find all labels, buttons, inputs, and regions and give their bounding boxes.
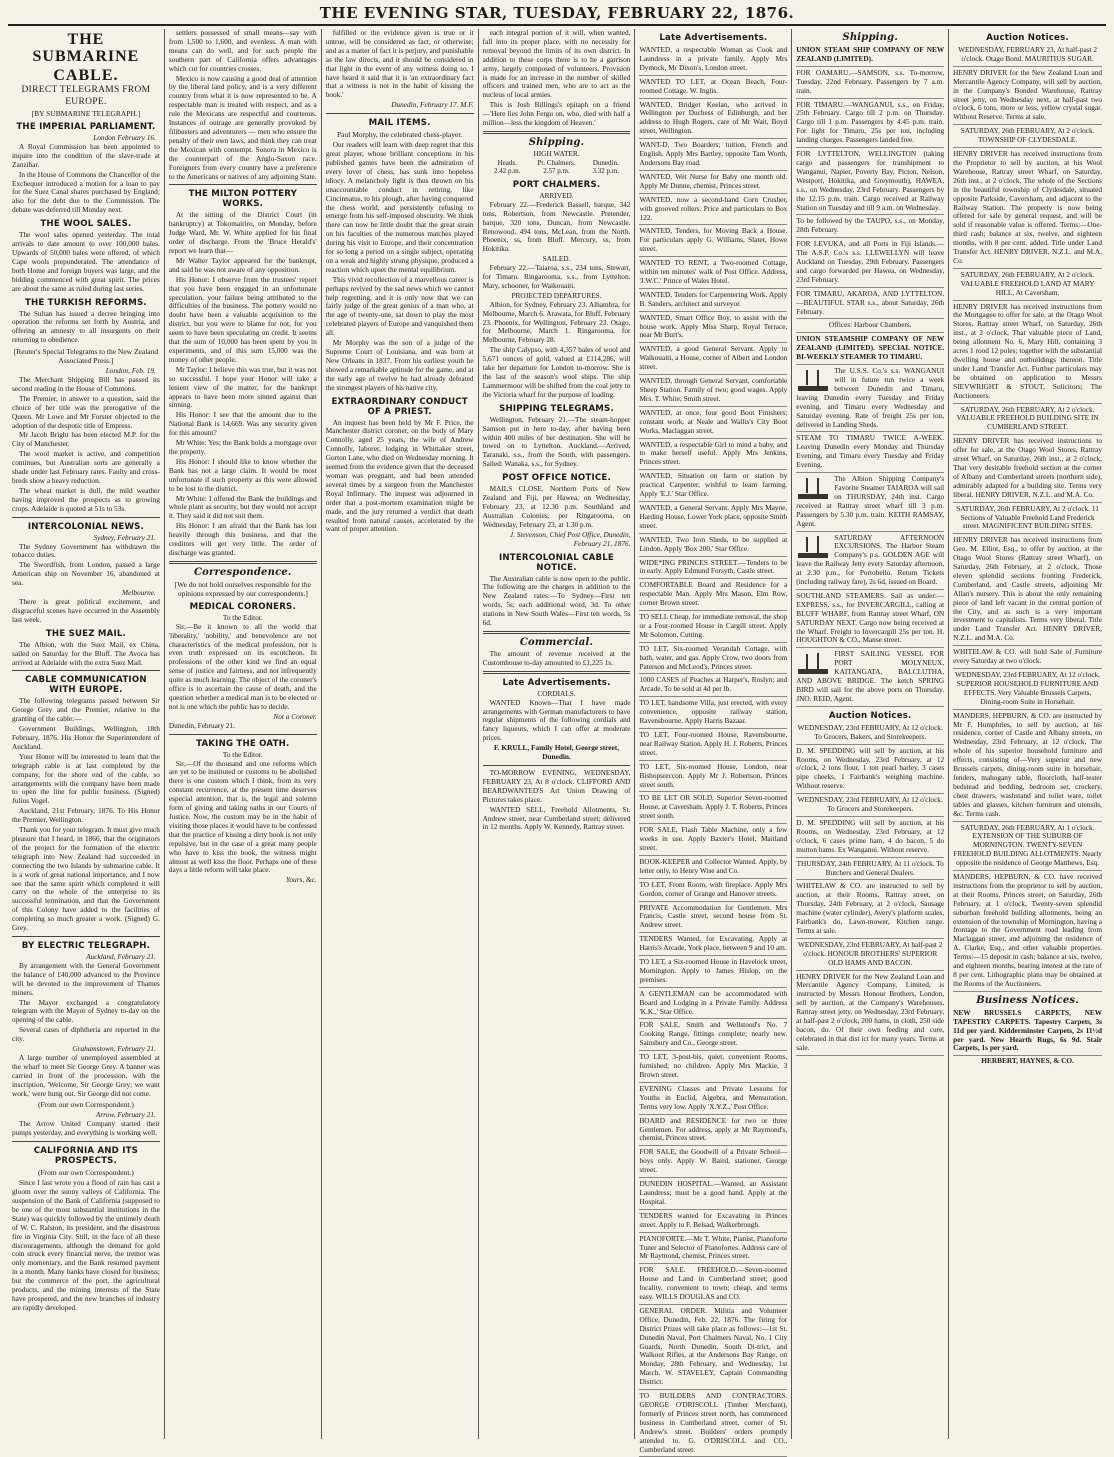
- paragraph: The Swordfish, from London, passed a large American ship on November 16, abandoned at sea.: [12, 560, 160, 588]
- advertisement: FOR OAMARU.—SAMSON, s.s. To-morrow, Tuesday, 22nd February. Passengers by 7 a.m. train.: [796, 68, 944, 99]
- advertisement: HENRY DRIVER has received instructions from the Mortgagee to offer for sale, at the Otago Wool Stores, Rattray street Wharf, on Saturday, 26th inst., at 2 o'clock, That valuable piece of Land, being allotment No. 6, Mary Hill, containing 3 acres 1 rood 12 poles; together with the substantial dwelling house and outbuildings thereon. Title under Land Transfer Act. Further particulars may be obtained on application to Messrs SIEVWRIGHT & STOUT, Solicitors; The Auctioneers.: [953, 302, 1102, 404]
- advertisement: SATURDAY, 26th FEBRUARY, At 2 o'clock. 11 Sections of Valuable Freehold Land Frederick street. MAGNIFICENT BUILDING SITES.: [953, 504, 1102, 535]
- advertisement: [796, 533, 944, 590]
- paragraph: At the sitting of the District Court (in bankruptcy) at Tokomairiro, on Monday, before Judge Ward, Mr. W. White applied for his final order of discharge. From the 'Bruce Herald's' report we learn that—: [168, 210, 317, 256]
- divider: [12, 936, 160, 937]
- advertisement: [796, 474, 944, 531]
- classified-ad: WANTED, a good General Servant. Apply to Waikouaiti, a House, corner of Albert and London street.: [639, 344, 787, 375]
- section-heading: CALIFORNIA AND ITS PROSPECTS.: [33, 1146, 139, 1167]
- signature: Not a Coroner.: [273, 711, 317, 721]
- ad-text: The U.S.S. Co.'s s.s. WANGANUI will in future run twice a week between Dunedin and Timaru, leaving Dunedin every Tuesday and Friday evening, and Timaru every Wednesday and Saturday evening. Rate of freight 25s per ton, delivered in Landing Sheds.: [796, 366, 945, 429]
- paragraph: Wellington, February 21.—The steam-hopper Samson put in here to-day, after having been within 400 miles of her destination. She will be towed on to Lyttelton. Auckland.—Arrived, Taranaki, s.s., from the South, with passengers. Sailed: Wanaka, s.s., for Sydney.: [482, 414, 631, 469]
- classified-ad: WANTED, a General Servant. Apply Mrs Mayne, Harding House, Lower York place, opposite Smith street.: [639, 503, 787, 534]
- advertisement: NEW BRUSSELS CARPETS, NEW TAPESTRY CARPETS. Tapestry Carpets, 3s 11d per yard. Kidderminster Carpets, 2s 11½d per yard. New Hearth Rugs, 6s 9d. Stair Carpets, 1s per yard.: [953, 1008, 1102, 1057]
- section-heading: Late Advertisements.: [502, 677, 611, 688]
- classified-ad: A GENTLEMAN can be accommodated with Board and Lodging in a Private Family. Address 'K.K.,' Star Office.: [639, 989, 787, 1020]
- classified-ad: WANTED TO LET, at Ocean Beach, Four-roomed Cottage. W. Inglis.: [639, 77, 787, 99]
- classified-ad: DUNEDIN HOSPITAL.—Wanted, an Assistant Laundress; must be a good hand. Apply at the Hospital.: [639, 1179, 787, 1210]
- advertisement: SOUTHLAND STEAMERS. Sail as under:—EXPRESS, s.s., for INVERCARGILL, calling at BLUFF WHARF, from Rattray street Wharf, ON SATURDAY NEXT. Cargo now being received at the Wharf. Freight to Invercargill 25s per ton. H. HOUGHTON & CO., Manse street.: [796, 591, 944, 648]
- dateline: Sydney, February 21.: [93, 532, 156, 542]
- steamship-icon: [796, 477, 830, 499]
- section-heading: POST OFFICE NOTICE.: [502, 473, 611, 484]
- paragraph: Mr White: I offered the Bank the buildings and whole plant as security, but they would not accept it. They said it did not suit them.: [168, 493, 317, 521]
- paragraph: MAILS CLOSE. Northern Ports of New Zealand and Fiji, per Hawea, on Wednesday, February 23, at 12.30 p.m. Southland and Australian Colonies, per Ringarooma, on Wednesday, February 23, at 1.30 p.m.: [482, 484, 631, 529]
- column-4: [479, 29, 636, 1439]
- paragraph: The wool sales opened yesterday. The total arrivals to date amount to over 100,000 bales. Upwards of 50,000 bales were offered, of which Cape wools preponderated. The attendance of both Home and foreign buyers was large, and the bidding commenced with great spirit. The prices are about the same as ruled during last series.: [12, 230, 160, 293]
- advertisement: WEDNESDAY, 23rd FEBRUARY, At 12 o'clock. To Grocers and Storekeepers.: [796, 795, 944, 817]
- section-heading: SHIPPING TELEGRAMS.: [499, 403, 614, 414]
- paragraph: The ship Calypso, with 4,357 bales of wool and 5,671 ounces of gold, valued at £114,286, will take her departure for London to-morrow. She is the last of the season's wool ships. The ship Lammermoor will be shifted from the coal jetty to the Victoria wharf for the purpose of loading.: [482, 345, 631, 399]
- section-heading: THE SUEZ MAIL.: [45, 628, 126, 639]
- divider: [12, 670, 160, 671]
- paragraph: His Honor: I observe from the trustees' report that you have been engaged in an unfortunate speculation, your failure being attributed to the difficulties of the business. The pottery would no doubt have been a valuable acquisition to the district, but you were to blame for not, for you seem to have been speculating on credit. It seems that the sum of 10,000 has been spent by you in experiments, and of this sum 15,000 was the money of other people.: [168, 274, 317, 364]
- divider: [12, 517, 160, 518]
- classified-ad: TO LET, 3-post-bis, quiet, convenient Rooms, furnished; no children. Apply Mrs Mackie, 3 Brown street.: [639, 1052, 787, 1083]
- advertisement: STEAM TO TIMARU TWICE A-WEEK. Leaving Dunedin every Monday and Thursday Evening, and Timaru every Tuesday and Friday Evening.: [796, 433, 944, 473]
- advertisement: [796, 366, 944, 432]
- paragraph: Mexico is now causing a good deal of attention by the liberal land policy, and is a very different country from what it is now represented to be. A respectable man is treated with respect, and as a rule the Mexicans are respectful and courteous. Instances of outrage are generally provoked by filibusters and adventurers — men who ensure the penalty of their own laws, and think they can treat the Mexican with contempt. Sonora in Mexico is the counterpart of the Anglo-Saxon race. Foreigners from every country have a preference to the Americans or natives of any adjoining State.: [168, 73, 317, 181]
- sub-heading: SAILED.: [542, 254, 571, 264]
- advertisement: SATURDAY, 26th FEBRUARY, At 2 o'clock. VALUABLE FREEHOLD LAND AT MARY HILL, At Caversham.: [953, 270, 1102, 301]
- dateline: Grahamstown, February 21.: [72, 1044, 156, 1054]
- table-cell: 2.57 p.m.: [543, 167, 570, 176]
- advertisement: WEDNESDAY, 23rd FEBRUARY, At 12 o'clock. To Grocers, Bakers, and Storekeepers.: [796, 723, 944, 745]
- section-heading: Commercial.: [519, 636, 594, 648]
- paragraph: February 22.—Taiaroa, s.s., 234 tons, Stewart, for Timaru. Ringarooma, s.s., from Lyttelton. Mary, schooner, for Waikouaiti.: [482, 263, 631, 290]
- advertisement: [796, 649, 944, 706]
- paragraph: Since I last wrote you a flood of rain has cast a gloom over the sunny valleys of California. The suspension of the Bank of California (supposed to be one of the most substantial institutions in the State) was quickly followed by the untimely death of W. C. Ralston, its president, and the disastrous fire in Virginia City. Still, in the face of all these discouragements, although the demand for gold coin struck every financial nerve, the tremor was only momentary, and the Bank resumed payment in a month. Many banks have closed for business; but the commerce of the port, the agricultural products, and the mining interests of the State have prospered, and the new branches of industry are rapidly developed.: [12, 1178, 160, 1312]
- paragraph: Sir,—Of the thousand and one reforms which are yet to be instituted or customs to be abolished there is one custom which I think, from its very constant recurrence, at the present time deserves especial attention, that is, the legal and solemn form of giving and taking oaths in our Courts of Justice. Now, the custom may be in the habit of visiting those places it would have to be confessed that the practice of kissing a dirty book is not only repulsive, but in the case of a great many people who have to kiss the book, the witness might almost as well kiss the floor. Perhaps one of these days a little reform will take place.: [168, 758, 317, 875]
- advertisement: FOR TIMARU.—WANGANUI, s.s., on Friday, 25th February. Cargo till 2 p.m. on Thursday. Cargo till 1 p.m. Passengers by 4.45 p.m. train. For light for Timaru, 25s per ton, including landing charges. Passengers landed free.: [796, 100, 944, 149]
- paragraph: This is Josh Billings's epitaph on a friend—'Here lies John Fergu on, who, died with half a million—less the kingdom of Heaven.': [482, 100, 631, 128]
- classified-ad: BOARD and RESIDENCE for two or three Gentlemen. For address, apply at Mr Raymond's, chemist, Princes street.: [639, 1116, 787, 1147]
- classified-ad: WIDE*ING PRINCES STREET.—Tenders to be in early. Apply Edmund Forsyth, Castle street.: [639, 558, 787, 580]
- advertisement: HENRY DRIVER for the New Zealand Loan and Mercantile Agency Company, will sell by auction, in the Company's Bonded Warehouse, Rattray street jetty, on Wednesday next, at half-past two o'clock, 6 tons, more or less, yellow crystal sugar. Without Reserve. Terms at sale.: [953, 68, 1102, 125]
- section-heading: PORT CHALMERS.: [512, 179, 601, 190]
- classified-ad: EVENING Classes and Private Lessons for Youths in Euclid, Algebra, and Mensuration. Terms very low. Apply 'X.Y.Z.,' Post Office.: [639, 1084, 787, 1115]
- paragraph: The wheat market is dull, the mild weather having improved the prospects as to growing crops. Adelaide is quoted at 51s to 53s.: [12, 485, 160, 513]
- divider: [169, 734, 317, 735]
- advertisement: TO-MORROW EVENING, WEDNESDAY, FEBRUARY 23, At 8 o'clock. CLIFFORD AND BEARDWANTED'S Art Union Drawing of Pictures takes place.: [482, 768, 631, 804]
- section-heading: INTERCOLONIAL CABLE NOTICE.: [499, 552, 614, 573]
- sub-heading: CORDIALS.: [537, 688, 576, 698]
- divider: [483, 671, 631, 674]
- section-heading: Late Advertisements.: [659, 33, 768, 43]
- classified-ad: WANTED, Wet Nurse for Baby one month old. Apply Mr Dunne, chemist, Princes street.: [639, 172, 787, 194]
- signature: Dunedin, February 17. M.F.: [391, 100, 474, 110]
- paragraph: Mr Taylor: I believe this was true, but it was not so successful. I hope your Honor will take a lenient view of the matter, for the bankrupt appears to have been more sinned against than sinning.: [168, 364, 317, 410]
- classified-ad: WANTED, a respectable Girl to mind a baby, and to make herself useful. Apply Mrs Jenkins, Princes street.: [639, 440, 787, 471]
- table-row: [483, 167, 631, 176]
- main-headline-2: CABLE.: [53, 67, 119, 84]
- classified-ad: FOR SALE, Smith and Wellstood's No. 7 Cooking Range, fittings complete; nearly new. Sainsbury and Co., George street.: [639, 1020, 787, 1051]
- ad-text: FIRST SAILING VESSEL FOR PORT MOLYNEUX, KAITANGATA, BALCLUTHA, AND ABOVE BRIDGE. The ketch SPRING BIRD will sail for the above ports on Thursday. JNO. REID, Agent.: [796, 649, 945, 703]
- classified-ad: WANTED, Tenders, for Moving Back a House. For particulars apply G. Williams, Slater, Howe street.: [639, 226, 787, 257]
- dateline: Auckland, February 21.: [86, 951, 156, 961]
- classified-ad: COMFORTABLE Board and Residence for a respectable Man. Apply Mrs Mason, Elm Row, corner Brown street.: [639, 580, 787, 611]
- table-header-row: [483, 159, 631, 168]
- paragraph: each integral portion of it will, when wanted, fall into its proper place, with no necessity for removal beyond the limits of its own district. In addition to these corps there is to be a garrison army, largely composed of volunteers. Provision is made for an increase in the number of skilled officers and trained men, who are to act as the nucleus of local armies.: [482, 28, 631, 100]
- sub-heading: PROJECTED DEPARTURES.: [511, 290, 602, 300]
- advertisement: HENRY DRIVER has received instructions to offer for sale, at the Otago Wool Stores, Rattray street Wharf, on Saturday, 26th inst., at 2 o'clock, That very desirable freehold section at the corner of Albany and Cumberland streets (northern side), admirably adapted for a building site. Terms very liberal. HENRY DRIVER, N.Z.L. and M.A. Co.: [953, 436, 1102, 502]
- divider: [483, 765, 631, 766]
- credit-line: (From our own Correspondent.): [38, 1168, 134, 1178]
- dateline: Arrow, February 21.: [95, 1110, 156, 1120]
- sub-heading: Paul Morphy, the celebrated chess-player.: [336, 130, 463, 140]
- advertisement: Offices: Harbour Chambers.: [796, 320, 944, 333]
- signature: J. Stevenson, Chief Post Office, Dunedin, February 21, 1876.: [509, 529, 631, 548]
- paragraph: Albion, for Sydney, February 23. Alhambra, for Melbourne, March 6. Arawata, for Bluff, February 23. Phoenix, for Wellington, February 23. Otago, for Melbourne, March 1. Ringarooma, for Melbourne, February 28.: [482, 299, 631, 345]
- classified-ad: WANTED, through General Servant, comfortable Sheep Station. Family of two; good wages. Apply Mrs. T. White, Smith street.: [639, 376, 787, 407]
- dateline: London, Feb. 19.: [105, 366, 156, 376]
- section-heading: Shipping.: [528, 136, 585, 148]
- section-heading: EXTRAORDINARY CONDUCT OF A PRIEST.: [331, 396, 468, 417]
- classified-ad: WANTED, a respectable Woman as Cook and Laundress in a private family. Apply Mrs Dymock, Mr Dixon's, London street.: [639, 45, 787, 76]
- classified-ad: WANTED, Tenders for Carpentering Work. Apply B. Sanders, architect and surveyor.: [639, 290, 787, 312]
- paragraph: The wool market is active, and competition continues, but Australian sorts are generally a shade under last February rates. Faulty and cross-breds show a heavy reduction.: [12, 449, 160, 485]
- paragraph: An inquest has been held by Mr F. Price, the Manchester district coroner, on the body of Mary Connolly, aged 25 years, the wife of Andrew Connolly, laborer, lodging in Whittaker street, Gorton Lane, who died on Wednesday morning. It seemed from the evidence given that the deceased woman was pregnant, and had been attended several times by a surgeon from the Manchester Royal Infirmary. The inquest was adjourned in order that a post-mortem examination might be made, and the jury returned a verdict that death resulted from natural causes, accelerated by the want of proper attention.: [325, 417, 474, 534]
- column-5: [635, 29, 792, 1454]
- classified-ad: TO LET, Front Room, with fireplace. Apply Mrs Gordon, corner of Grange and Hanover streets.: [639, 880, 787, 902]
- advertisement: MANDERS, HEPBURN, & CO. are instructed by Mr F. Humphries, to sell by auction, at his residence, corner of Castle and Albany streets, on Wednesday, 23rd February, at 12 o'clock, The whole of his superior household furniture and effects, consisting of—Very superior and new Brussels carpets, dining-room suite in horsehair, fenders, mahogany table, floorcloth, half-tester bedstead and bedding, bedroom set, crockery, chest drawers, washstand and toilet ware, toilet tables and glasses, kitchen furniture and utensils, &c. Terms cash.: [953, 711, 1102, 822]
- subheadline: DIRECT TELEGRAMS FROM: [21, 85, 151, 95]
- subheadline-2: EUROPE.: [65, 96, 107, 107]
- salutation: To the Editor.: [222, 749, 263, 759]
- table-cell: 3.32 p.m.: [592, 167, 619, 176]
- classified-ad: TO BUILDERS AND CONTRACTORS. GEORGE O'DRISCOLL (Timber Merchant), formerly of Princes street north, has commenced business in Cumberland street, corner of St. Andrew's street. Builders' orders promptly attended to. G. O'DRISCOLL and CO., Cumberland street.: [639, 1391, 787, 1457]
- classified-ad: TO LET, handsome Villa, just erected, with every convenience, opposite railway station, Ravensbourne. Apply Harris Bazaar.: [639, 698, 787, 729]
- classified-ad: WANTED, now a second-hand Corn Crusher, with grooved rollers. Price and particulars to Box 122.: [639, 195, 787, 226]
- classified-ads-list: [639, 45, 787, 1457]
- paragraph: The Premier, in answer to a question, said the choice of her title was the prerogative of the Queen. Mr Lowe and Mr Forster objected to the adoption of the despotic title of Empress.: [12, 393, 160, 430]
- section-heading: TAKING THE OATH.: [196, 738, 290, 749]
- paragraph: Sir,—Be it known to all the world that 'liberality,' 'nobility,' and benevolence are not characteristics of the medical profession, nor is even truth expressed on its escutcheon. In professions of the other kind we find an equal sense of justice and fairness, and not infrequently quite as much learning. The object of the coroner's office is to ascertain the cause of death, and the question whether a medical man is to be elected or not is one which the public has to decide.: [168, 621, 317, 711]
- classified-ad: WANTED, Two Iron Sheds, to be supplied at Lindon. Apply 'Box 200,' Star Office.: [639, 535, 787, 557]
- section-heading: THE IMPERIAL PARLIAMENT.: [16, 122, 156, 132]
- paragraph: Thank you for your telegram. It must give much pleasure that I heard, in 1866, that the originators of the project for the formation of the electric telegraph into New Zealand had succeeded in connecting the two Islands by submarine cable. It is a work of great national importance, and I now see that the same spirit which completed it will carry on the whole of the enterprise to its successful termination, and that the Government of this Colony have added to the facilities of completing so much greater a work. (Signed) G. Grey.: [12, 825, 160, 933]
- classified-ad: TENDERS Wanted, for Excavating. Apply at Harris's Arcade, York place, between 9 and 10 am.: [639, 934, 787, 956]
- advertisement: SATURDAY, 26th FEBRUARY, At 2 o'clock. VALUABLE FREEHOLD BUILDING SITE IN CUMBERLAND STREET.: [953, 405, 1102, 436]
- sub-heading: HIGH WATER.: [533, 148, 580, 158]
- steamship-icon: [796, 536, 830, 558]
- classified-ad: BOOK-KEEPER and Collector Wanted. Apply, by letter only, to Henry Wise and Co.: [639, 857, 787, 879]
- advertiser-name: HERBERT, HAYNES, & CO.: [981, 1056, 1074, 1066]
- classified-ad: TO LET, Four-roomed House, Ravensbourne, near Railway Station. Apply H. J. Roberts, Princes street.: [639, 730, 787, 761]
- paragraph: The Sydney Government has withdrawn the tobacco duties.: [12, 541, 160, 560]
- section-heading: Shipping.: [842, 32, 899, 43]
- paragraph: The Mayor exchanged a congratulatory telegram with the Mayor of Sydney to-day on the opening of the cable.: [12, 997, 160, 1025]
- divider: [483, 131, 631, 134]
- table-cell: Pt. Chalmers.: [537, 158, 576, 167]
- section-heading: BY ELECTRIC TELEGRAPH.: [21, 940, 151, 951]
- advertisement: FOR TIMARU, AKAROA, AND LYTTELTON.—BEAUTIFUL STAR s.s., about Saturday, 26th February.: [796, 289, 944, 320]
- advertisement: WANTED Known—That I have made arrangements with German manufacturers to have regular shipments of the following cordials and fancy liqueurs, which I can offer at moderate prices.: [482, 697, 631, 743]
- advertisement: HENRY DRIVER has received instructions from the Proprietor to sell by auction, at his Wool Warehouse, Rattray street Wharf, on Saturday, 26th inst., at 2 o'clock, The whole of the Sections in the beautiful township of Clydesdale, situated opposite Parkside, Caversham, and adjacent to the Railway Station. The property is now being offered for sale by general request, and will be sold if reasonable value is offered. Terms:—One-third cash; balance at six, twelve, and eighteen months, with 8 per cent. added. Title under Land Transfer Act. HENRY DRIVER, N.Z.L. and M.A. Co.: [953, 149, 1102, 269]
- credit-line: [Reuter's Special Telegrams to the New Zealand Associated Press.]: [13, 347, 159, 366]
- editorial-note: [We do not hold ourselves responsible for the opinions expressed by our correspondents.]: [174, 579, 311, 598]
- paragraph: February 22.—Frederick Bassell, barque, 342 tons, Robertson, from Newcastle. Pretender, barque, 320 tons, Duncan, from Newcastle. Renowood, 494 tons, McLean, from the North. Phoenix, ss, from Bluff. Mercury, ss, from Hokitika.: [482, 199, 631, 254]
- advertisement: HENRY DRIVER for the New Zealand Loan and Mercantile Agency Company, Limited, is instructed by Messrs Honour Brothers, London, sell by auction, at the Company's Warehouses, Rattray street jetty, on Wednesday, 23rd February, at half-past 2 o'clock, 200 hams, in cloth, 250 side bacon, do. Of their own feeding and cure, celebrated in that dist ict for many years. Terms at sale.: [796, 972, 944, 1056]
- advertisement: UNION STEAM SHIP COMPANY OF NEW ZEALAND (LIMITED).: [796, 45, 944, 67]
- section-heading: Auction Notices.: [828, 710, 912, 721]
- section-heading: Auction Notices.: [986, 33, 1069, 43]
- sailing-ship-icon: [796, 652, 830, 674]
- advertisement: To be followed by the TAUPO, s.s., on Monday, 28th February.: [796, 216, 944, 238]
- paragraph: A Royal Commission has been appointed to inquire into the condition of the slave-trade at Zanzibar.: [12, 141, 160, 169]
- classified-ad: TO LET, a Six-roomed House in Havelock street, Mornington. Apply to James Hislop, on the premises.: [639, 957, 787, 988]
- sub-heading: ARRIVED.: [539, 190, 574, 200]
- classified-ad: WANTED, Situation on farm or station by practical Carpenter, wishful to learn farming. Apply 'E.J.' Star Office.: [639, 471, 787, 502]
- divider: [326, 113, 474, 114]
- column-2: [165, 29, 322, 1439]
- divider: [169, 184, 317, 185]
- classified-ad: WANTED, Smart Office Boy, to assist with the house work. Apply Miss Sharp, Royal Terrace, near Mr Burt's.: [639, 313, 787, 344]
- advertisement: WEDNESDAY, FEBRUARY 23, At half-past 2 o'clock. Otago Bond. MAURITIUS SUGAR.: [953, 45, 1102, 67]
- column-7: [949, 29, 1106, 1439]
- dateline: Dunedin, February 21.: [168, 720, 235, 730]
- paragraph: The amount of revenue received at the Customhouse to-day amounted to £1,225 1s.: [482, 648, 631, 667]
- classified-ad: WANTED, Bridget Keelan, who arrived in Wellington per Duchess of Edinburgh, and her address to Hugh Rogers, care of Mr Wait, Boyd street, Wellington.: [639, 100, 787, 140]
- advertisement: WHITELAW & CO. are instructed to sell by auction, at their Rooms, Rattray street, on Thursday, 24th February, at 2 o'clock, Sausage machine (water cylinder), Avery's platform scales, Fairbank's do, Lawn-mower, Kitchen range. Terms at sale.: [796, 881, 944, 938]
- section-heading: CABLE COMMUNICATION WITH EUROPE.: [25, 675, 147, 696]
- advertisement: WANTED SELL, Freehold Allotments, St. Andrew street, near Cumberland street; delivered in 12 months. Apply W. Kennedy, Rattray street.: [482, 804, 631, 832]
- classified-ad: FOR SALE, Flash Table Machine, only a few weeks in use. Apply Baxter's Hotel, Maitland street.: [639, 825, 787, 856]
- divider: [483, 631, 631, 634]
- paragraph: fulfilled or the evidence given is true or it untrue, will be considered as fact, or otherwise; and as a matter of fact it is perjury, and punishable as the law directs, and it should be considered in that light in the event of any witness doing so. I have heard it said that it is 'an extraordinary fact that a witness is not in the habit of kissing the book.': [325, 28, 474, 100]
- paragraph: The Albion, with the Suez Mail, ex China, sailed on Saturday for the Bluff. The Avoca has arrived at Adelaide with the extra Suez Mail.: [12, 639, 160, 667]
- paragraph: The Sultan has issued a decree bringing into operation the reforms set forth by Austria, and offering an amnesty to all insurgents on their returning to obedience.: [12, 308, 160, 345]
- ad-text: SATURDAY AFTERNOON EXCURSIONS. The Harbor Steam Company's p.s. GOLDEN AGE will leave the Railway Jetty every Saturday afternoon, at 2.30 p.m., for Portobello. Return Tickets (including railway fare), 2s 6d, issued on Board.: [796, 532, 945, 587]
- advertisement: WEDNESDAY, 23rd FEBRUARY, At half-past 2 o'clock. HONOUR BROTHERS' SUPERIOR OLD HAMS AND BACON.: [796, 940, 944, 971]
- paragraph: His Honor: I should like to know whether the Bank has not a large claim. It would be most unfortunate if such property as this were allowed to be lost to the district.: [168, 456, 317, 493]
- divider: [169, 561, 317, 564]
- classified-ad: TO LET, Six-roomed House, London, near Bishopsreccon. Apply Mr J. Robertson, Princes street south.: [639, 762, 787, 793]
- classified-ad: FOR SALE, the Goodwill of a Private School—boys only. Apply W. Baird, stationer, George street.: [639, 1147, 787, 1178]
- divider: [12, 1141, 160, 1142]
- signature: F. KRULL, Family Hotel, George street, Dunedin.: [493, 743, 620, 762]
- high-water-table: [483, 159, 631, 176]
- section-heading: MEDICAL CORONERS.: [189, 601, 296, 612]
- classified-ad: WANTED, at once, four good Boot Finishers; constant work, at Neale and Wallis's City Boot Works, Maclaggan street.: [639, 408, 787, 439]
- paragraph: There is great political excitement, and disgraceful scenes have occurred in the Assembly last week.: [12, 596, 160, 624]
- advertisement: D. M. SPEDDING will sell by auction, at his Rooms, on Wednesday, 23rd February, at 12 o'clock, 2 tons flour, 1 ton pearl barley, 3 cases pipe cheeks, 1 Fairbank's weighing machine. Without reserve.: [796, 746, 944, 795]
- classified-ad: PIANOFORTE.—Mr T. White, Pianist, Pianoforte Tuner and Selector of Pianofortes. Address care of Mr Raymond, chemist, Princes street.: [639, 1234, 787, 1265]
- section-heading: THE TURKISH REFORMS.: [24, 297, 147, 308]
- classified-ad: WANTED TO RENT, a Two-roomed Cottage, within ten minutes' walk of Post Office. Address, 'J.W.C.' Prince of Wales Hotel.: [639, 258, 787, 289]
- classified-ad: TO LET, Six-roomed Verandah Cottage, with bath, water, and gas. Apply Crow, two doors from Paterson and McLeod's, Princes street.: [639, 644, 787, 675]
- section-heading: Correspondence.: [193, 566, 292, 578]
- paragraph: By arrangement with the General Government the balance of £40,000 advanced to the Province will be devoted to the improvement of Thames miners.: [12, 960, 160, 997]
- paragraph: Mr Morphy was the son of a judge of the Supreme Court of Louisiana, and was born at New Orleans in 1837. From his earliest youth he showed a remarkable aptitude for the game, and at the early age of twelve he had already defeated the strongest players of his native city.: [325, 338, 474, 392]
- paragraph: His Honor: I see that the amount due to the National Bank is 14,669. Was any security given for this amount?: [168, 410, 317, 438]
- table-cell: Dunedin.: [592, 158, 619, 167]
- paragraph: Several cases of diphtheria are reported in the city.: [12, 1025, 160, 1044]
- paragraph: The Merchant Shipping Bill has passed its second reading in the House of Commons.: [12, 375, 160, 393]
- advertisement: WHITELAW & CO. will hold Sale of Furniture every Saturday at two o'clock.: [953, 647, 1102, 669]
- paragraph: In the House of Commons the Chancellor of the Exchequer introduced a motion for a loan to pay for the Suez Canal shares purchased by England; also for the debt due to the Commission. The debate was deferred till Monday next.: [12, 169, 160, 215]
- advertisement: FOR LYTTELTON, WELLINGTON (taking cargo and passengers for transhipment to Wanganui, Napier, Poverty Bay, Picton, Nelson, Westport, Hokitika, and Greymouth), HAWEA, s.s., on Wednesday, 23rd February. Passengers by the 12.15 p.m. train. Cargo received at Railway Station on Tuesday and till 9 a.m. on Wednesday.: [796, 149, 944, 215]
- section-heading: THE WOOL SALES.: [40, 219, 132, 230]
- paragraph: A large number of unemployed assembled at the wharf to meet Sir George Grey. A banner was carried in front of the procession, with the inscription, 'Welcome, Sir George Grey; we want work,' were hung out. Sir George did not come.: [12, 1052, 160, 1098]
- paragraph: Your Honor will be interested to learn that the telegraph cable is at last completed by the company, for the shore end of the cable, so arrangements with the company have been made to open the line for public business. (Signed) Julius Vogel.: [12, 751, 160, 806]
- paragraph: Mr Jacob Bright has been elected M.P. for the City of Manchester.: [12, 430, 160, 449]
- paragraph: The Australian cable is now open to the public. The following are the charges in addition to the New Zealand rates:—To Sydney—First ten words, 5s; each additional word, 3d. To other stations in New South Wales—First ten words, 5s 6d.: [482, 573, 631, 628]
- advertisement: UNION STEAMSHIP COMPANY OF NEW ZEALAND (LIMITED). SPECIAL NOTICE. BI-WEEKLY STEAMER TO TIMARU.: [796, 334, 944, 365]
- classified-ad: PRIVATE Accommodation for Gentlemen. Mrs Francis, Castle street, second house from St. Andrew street.: [639, 903, 787, 934]
- paragraph: This vivid recollection of a marvellous career is perhaps revived by the sad news which we cannot help regretting, and it is only now that we can fairly judge of the great genius of a man who, at the age of twenty-one, sat down to play the most celebrated players of Europe and vanquished them all.: [325, 274, 474, 338]
- classified-ad: TENDERS wanted for Excavating in Princes street. Apply to F. Belsad, Walkerbrough.: [639, 1211, 787, 1233]
- advertisement: MANDERS, HEPBURN, & CO. have received instructions from the proprietor to sell by auction, at their Rooms, Princes street, on Saturday, 26th February, at 1 o'clock, Twenty-seven splendid suburban freehold building allotments, being an extension of the township of Mornington, having a frontage to the Government road leading from Maclaggan street, and adjoining the residence of A. Clarke, Esq., and other valuable properties. Terms:—15 deposit in cash; balance at six, twelve, and eighteen months, bearing interest at the rate of 8 per cent. Lithographic plans may be obtained at the Rooms of the Auctioneers.: [953, 872, 1102, 992]
- ad-text: The Albion Shipping Company's Favorite Steamer TAIAROA will sail on THURSDAY, 24th inst. Cargo received at Rattray street wharf till 3 p.m. Passengers by 5.30 p.m. train. KEITH RAMSAY, Agent.: [796, 474, 945, 528]
- table-cell: 2.42 p.m.: [493, 167, 521, 176]
- advertisement: WEDNESDAY, 23rd FEBRUARY, At 12 o'clock. SUPERIOR HOUSEHOLD FURNITURE AND EFFECTS. Very Valuable Brussels Carpets, Dining-room Suite in Horsehair.: [953, 670, 1102, 710]
- masthead: THE EVENING STAR, TUESDAY, FEBRUARY 22, 1876.: [8, 4, 1106, 26]
- advertisement: THURSDAY, 24th FEBRUARY, At 11 o'clock. To Butchers and General Dealers.: [796, 859, 944, 881]
- paragraph: Our readers will learn with deep regret that this great player, whose brilliant conceptions in his published games have been the admiration of every lover of chess, has sunk into hopeless idiocy. A melancholy light is thus thrown on his unaccountable conduct in retiring, like Cincinnatus, to his plough, after having conquered the chess world, and persistently refusing to emerge from his self-imposed obscurity. We think there can now be little doubt that the great strain on his faculties of the numerous matches played during his visit to Europe, and their concentration for so long a period on a single subject, operating on a weak and highly strung physique, produced a reaction which upset the mental equilibrium.: [325, 140, 474, 274]
- paragraph: His Honor: I am afraid that the Bank has lost heavily through this business, and that the creditors will get very little. The order of discharge was granted.: [168, 521, 317, 557]
- credit-line: (From our own Correspondent.): [38, 1100, 134, 1110]
- classified-ad: GENERAL ORDER. Militia and Volunteer Office, Dunedin, Feb. 22, 1876. The firing for District Prizes will take place as follows:—1st St. Dunedin Naval, Port Chalmers Naval, No. 1 City Guards, North Dunedin, South Di-trict, and Walkout Rifles, at the Andersons Bay Range, on Monday, 28th February, and Wednesday, 1st March. W. STAVELEY, Captain Commanding District.: [639, 1306, 787, 1390]
- column-1: [8, 29, 165, 1439]
- section-heading: INTERCOLONIAL NEWS.: [27, 521, 144, 532]
- signature: Yours, &c.: [285, 875, 317, 885]
- dateline: London February 16.: [93, 133, 156, 142]
- table-cell: Heads.: [497, 158, 517, 167]
- advertisement: SATURDAY, 26th FEBRUARY, At 2 o'clock. TOWNSHIP OF CLYDESDALE.: [953, 126, 1102, 148]
- paragraph: The Arrow United Company started their pumps yesterday, and everything is working well.: [12, 1119, 160, 1138]
- credit-line: [BY SUBMARINE TELEGRAPH.]: [31, 109, 141, 118]
- classified-ad: TO SELL Cheap, for immediate removal, the shop or a Four-roomed House in Cargill street. Apply Mr Solomon, Cutting.: [639, 612, 787, 643]
- column-3: [322, 29, 479, 1439]
- dateline: Melbourne.: [122, 588, 156, 598]
- classified-ad: TO BE LET OR SOLD, Superior Seven-roomed House, at Caversham. Apply J. T. Roberts, Princes street south.: [639, 793, 787, 824]
- paragraph: Mr White: Yes; the Bank holds a mortgage over the property.: [168, 438, 317, 456]
- advertisement: D. M. SPEDDING will sell by auction, at his Rooms, on Wednesday, 23rd February, at 12 o'clock, 6 cases prime ham, 4 do bacon, 5 do mutton hams. Ex Wanganui. Without reserve.: [796, 818, 944, 858]
- classified-ad: WANT-D, Two Boarders; tuition, French and English. Apply Mrs Bartley, opposite Tam Worth, Andersons Bay road.: [639, 140, 787, 171]
- advertisement: SATURDAY, 26th FEBRUARY, At 1 o'clock. EXTENSION OF THE SUBURB OF MORNINGTON. TWENTY-SEVEN FREEHOLD BUILDING ALLOTMENTS. Nearly opposite the residence of George Matthews, Esq.: [953, 823, 1102, 872]
- salutation: To the Editor.: [222, 612, 263, 622]
- paragraph: settlers possessed of small means—say with from 1,500 to 1,600, and evenless. A man with means can do well, and for such people the southern part of California offers advantages which cut for countries crosses.: [168, 28, 317, 73]
- section-heading: Business Notices.: [976, 994, 1079, 1006]
- advertisement: FOR LEVUKA, and all Ports in Fiji Islands.—The A.S.P. Co.'s s.s. LLEWELLYN will leave Auckland on Tuesday, 29th February. Passengers and cargo forwarded per Hawea, on Wednesday, 23rd February.: [796, 239, 944, 288]
- paragraph: The following telegrams passed between Sir George Grey and the Premier, relative to the granting of the cable:—: [12, 696, 160, 724]
- steamship-icon: [796, 369, 830, 391]
- column-6: [792, 29, 949, 1439]
- columns: [8, 28, 1106, 1454]
- section-heading: THE MILTON POTTERY WORKS.: [188, 189, 297, 210]
- classified-ad: 1000 CASES of Peaches at Harper's, Roslyn; and Arcade. To be sold at 4d per lb.: [639, 675, 787, 697]
- paragraph: Auckland, 21st February, 1876. To His Honor the Premier, Wellington.: [12, 806, 160, 825]
- advertisement: HENRY DRIVER has received instructions from Geo. M. Elliot, Esq., to offer by auction, at the Otago Wool Stores (Rattray street Wharf), on Saturday, 26th February, at 2 o'clock, Those eleven splendid sections fronting Frederick, Cumberland, and Castle streets, adjoining Mr Allan's nursery. This is about the only remaining piece of land left vacant in the central portion of the City, and as such is a very important investment to capitalists. Terms very liberal. Title under Land Transfer Act. HENRY DRIVER, N.Z.L. and M.A. Co.: [953, 535, 1102, 646]
- paragraph: Government Buildings, Wellington, 18th February, 1876. His Honor the Superintendent of Auckland.: [12, 724, 160, 751]
- paragraph: Mr Walter Taylor appeared for the bankrupt, and said he was not aware of any opposition.: [168, 255, 317, 274]
- main-headline: THE SUBMARINE: [32, 31, 140, 65]
- section-heading: MAIL ITEMS.: [368, 118, 431, 129]
- classified-ad: FOR SALE. FREEHOLD.—Seven-roomed House and Land in Cumberland street; good locality, convenient to town; cheap, and terms easy. WILLS DOUGLAS and CO.: [639, 1265, 787, 1305]
